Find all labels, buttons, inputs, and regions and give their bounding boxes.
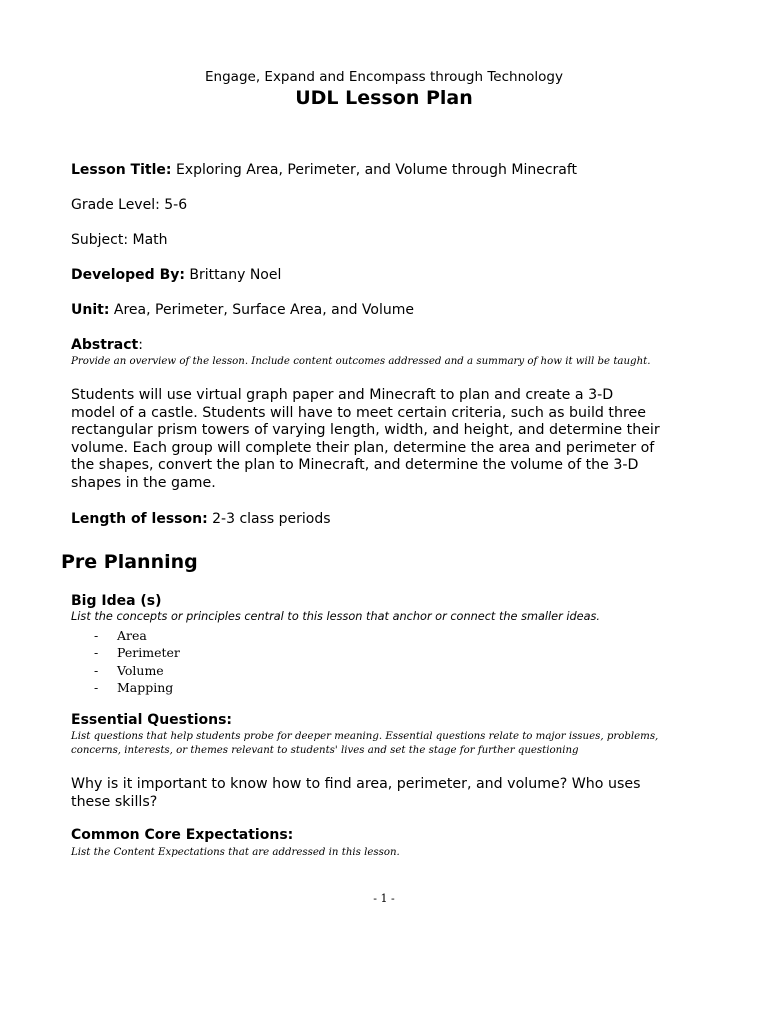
list-item [94, 662, 180, 679]
length-field [71, 511, 331, 527]
abstract-instruction: Provide an overview of the lesson. Include content outcomes addressed and a summary of how it will be taught. [71, 356, 651, 367]
abstract-line: shapes in the game. [71, 474, 216, 491]
grade-level-field: Grade Level: 5-6 [71, 197, 188, 213]
list-item [94, 627, 180, 644]
essential-questions-instruction: List questions that help students probe for deeper meaning. Essential questions relate to major issues, problems, concerns, interests, or themes relevant to students' lives and set the stage for further questioning [71, 731, 659, 756]
list-item [94, 644, 180, 661]
essential-questions-body [71, 776, 711, 811]
length-label: Length of lesson: [71, 511, 208, 527]
lesson-title-label: Lesson Title: [71, 162, 172, 178]
common-core-heading: Common Core Expectations: [71, 827, 294, 843]
lesson-title-value: Exploring Area, Perimeter, and Volume through Minecraft [175, 162, 578, 178]
abstract-body [71, 387, 711, 493]
document-title: UDL Lesson Plan [295, 87, 473, 109]
abstract-line: model of a castle. Students will have to meet certain criteria, such as build three [71, 404, 646, 421]
essential-line: these skills? [71, 793, 158, 810]
bullet-dash: - [94, 628, 99, 643]
bullet-dash: - [94, 679, 99, 695]
bullet-dash: - [94, 662, 99, 678]
list-item-text: Perimeter [117, 645, 180, 661]
abstract-heading [71, 337, 143, 353]
developed-by-field [71, 267, 281, 283]
developed-by-label: Developed By: [71, 267, 185, 283]
bullet-dash: - [94, 645, 99, 661]
page-number: - 1 - [373, 892, 395, 905]
length-value: 2-3 class periods [212, 511, 331, 527]
big-idea-instruction: List the concepts or principles central to this lesson that anchor or connect the smaller ideas. [71, 610, 601, 623]
lesson-title-field [71, 162, 577, 178]
abstract-colon: : [138, 337, 143, 353]
big-idea-list [94, 627, 180, 696]
list-item [94, 679, 180, 696]
abstract-line: the shapes, convert the plan to Minecraft, and determine the volume of the 3-D [71, 457, 639, 474]
developed-by-value: Brittany Noel [189, 267, 282, 283]
common-core-instruction: List the Content Expectations that are addressed in this lesson. [71, 847, 400, 858]
abstract-label: Abstract [71, 337, 139, 353]
essential-line: Why is it important to know how to find area, perimeter, and volume? Who uses [71, 776, 641, 792]
list-item-text: Mapping [117, 679, 174, 695]
unit-value: Area, Perimeter, Surface Area, and Volume [113, 302, 414, 318]
abstract-line: Students will use virtual graph paper and Minecraft to plan and create a 3-D [71, 387, 614, 403]
big-idea-heading: Big Idea (s) [71, 593, 162, 609]
unit-field [71, 302, 414, 318]
essential-questions-heading: Essential Questions: [71, 712, 233, 728]
list-item-text: Area [117, 628, 147, 643]
unit-label: Unit: [71, 302, 110, 318]
document-subtitle: Engage, Expand and Encompass through Technology [205, 69, 563, 85]
pre-planning-title: Pre Planning [61, 551, 198, 573]
abstract-line: volume. Each group will complete their plan, determine the area and perimeter of [71, 439, 655, 456]
subject-field: Subject: Math [71, 232, 168, 248]
list-item-text: Volume [117, 662, 164, 678]
abstract-line: rectangular prism towers of varying length, width, and height, and determine their [71, 422, 660, 439]
